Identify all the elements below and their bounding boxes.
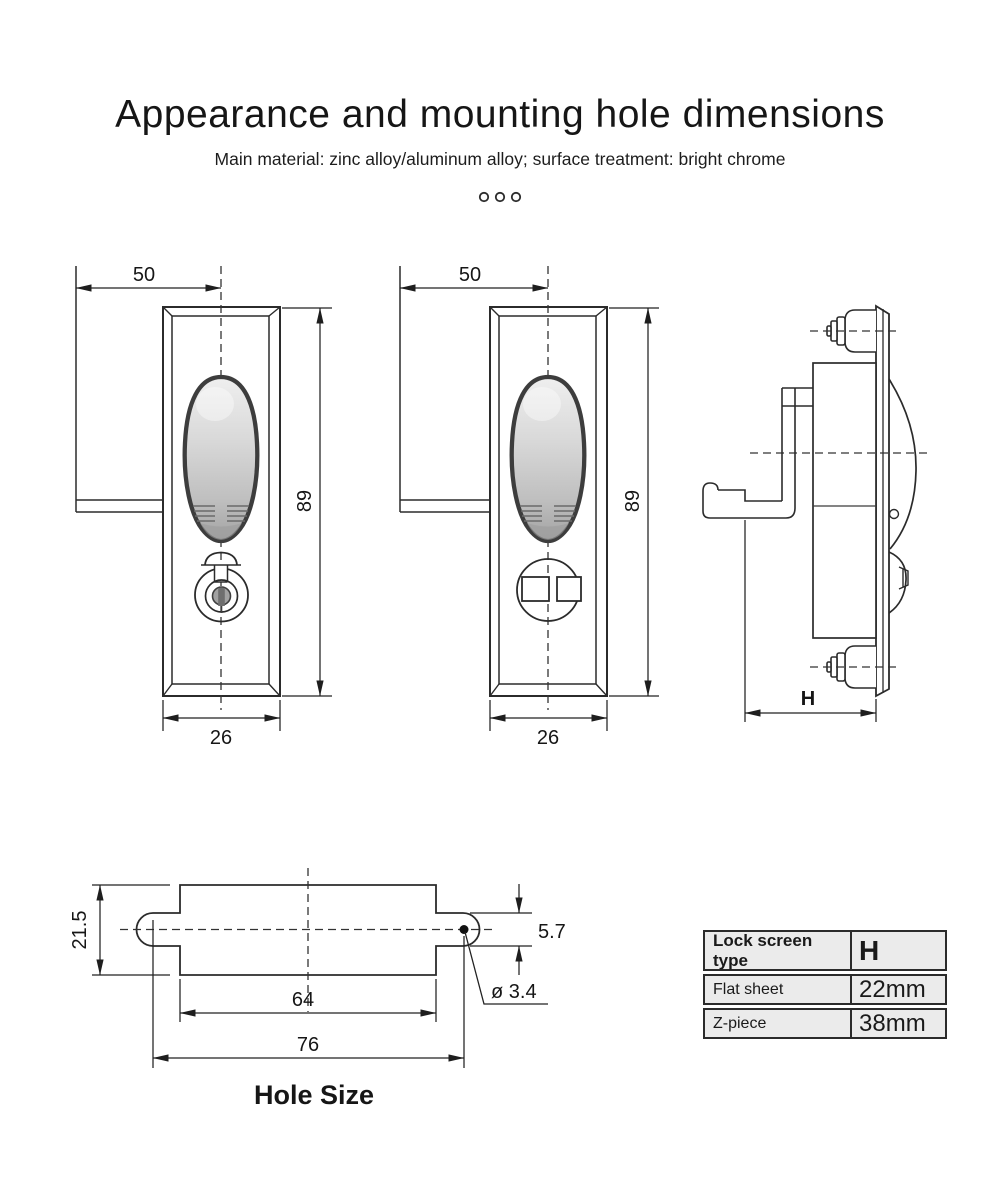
table-row-z-piece — [703, 1008, 947, 1039]
spec-table — [703, 930, 947, 1042]
dim-outer-width-76: 76 — [296, 1034, 320, 1056]
dim-inner-width-64: 64 — [291, 989, 315, 1011]
dim-hole-diameter: ø 3.4 — [491, 981, 537, 1003]
page-subtitle: Main material: zinc alloy/aluminum alloy; surface treatment: bright chrome — [214, 149, 786, 169]
key-cylinder — [195, 553, 248, 622]
screw-hole-dot — [460, 925, 469, 934]
dim-offset-50: 50 — [132, 264, 156, 286]
dim-offset-50: 50 — [458, 264, 482, 286]
dim-depth-h: H — [800, 688, 816, 710]
front-view-key-lock — [76, 264, 332, 749]
table-header-label: Lock screen type — [705, 932, 852, 969]
table-cell-label: Flat sheet — [705, 976, 852, 1003]
mounting-hole-drawing — [69, 868, 566, 1110]
table-cell-value: 38mm — [859, 1009, 926, 1037]
dim-height-89: 89 — [294, 489, 316, 513]
hole-size-caption: Hole Size — [253, 1080, 375, 1110]
table-header-value: H — [859, 934, 880, 966]
dim-width-26: 26 — [209, 727, 233, 749]
page-title: Appearance and mounting hole dimensions — [115, 93, 885, 136]
dim-width-26: 26 — [536, 727, 560, 749]
table-row-flat-sheet — [703, 974, 947, 1005]
table-cell-label: Z-piece — [705, 1010, 852, 1037]
double-slot-cam — [517, 559, 581, 621]
dim-height-21-5: 21.5 — [69, 910, 91, 950]
dim-height-89: 89 — [622, 489, 644, 513]
table-row-header — [703, 930, 947, 971]
front-view-slot-lock — [400, 264, 659, 749]
table-cell-value: 22mm — [859, 975, 926, 1003]
separator-dots-icon — [480, 193, 520, 201]
dim-slot-height-5-7: 5.7 — [538, 921, 566, 943]
side-view-lock — [703, 306, 930, 722]
